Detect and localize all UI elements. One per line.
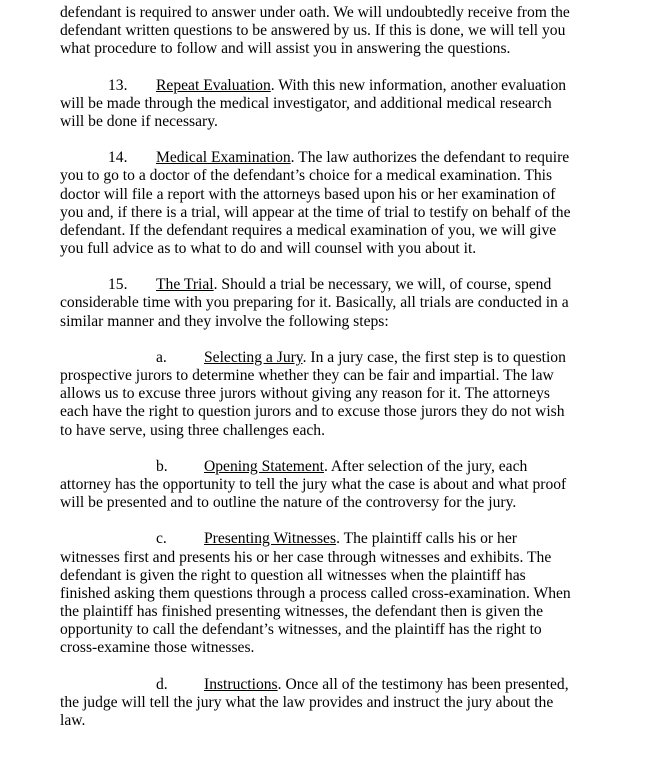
paragraph-line: the judge will tell the jury what the law provides and instruct the jury about the [60, 693, 554, 711]
paragraph-line: will be made through the medical investigator, and additional medical research [60, 94, 552, 112]
subsection-presenting-witnesses [60, 530, 620, 657]
subsection-text: . The plaintiff calls his or her [336, 530, 517, 548]
intro-paragraph [60, 4, 620, 59]
paragraph-line: attorney has the opportunity to tell the jury what the case is about and what proof [60, 475, 567, 493]
subsection-instructions [60, 676, 620, 731]
section-the-trial [60, 276, 620, 331]
paragraph-line: you and, if there is a trial, will appear at the time of trial to testify on behalf of the [60, 203, 571, 221]
paragraph-line: opportunity to call the defendant’s witnesses, and the plaintiff has the right to [60, 621, 542, 639]
paragraph-line: witnesses first and presents his or her case through witnesses and exhibits. The [60, 548, 552, 566]
section-heading: Repeat Evaluation [156, 76, 271, 94]
section-first-line [60, 276, 620, 294]
paragraph-line: doctor will file a report with the attorneys based upon his or her examination of [60, 185, 556, 203]
paragraph-line: similar manner and they involve the following steps: [60, 312, 389, 330]
section-number: 14. [108, 149, 128, 167]
subsection-heading: Opening Statement [204, 457, 324, 475]
section-text: . The law authorizes the defendant to require [290, 149, 570, 167]
section-number: 13. [108, 76, 128, 94]
section-text: . Should a trial be necessary, we will, of course, spend [213, 276, 552, 294]
subsection-opening-statement [60, 458, 620, 513]
paragraph-line: will be done if necessary. [60, 112, 218, 130]
subsection-first-line [60, 530, 620, 548]
subsection-letter: d. [156, 675, 168, 693]
section-medical-examination [60, 149, 620, 258]
paragraph-line: defendant is given the right to question all witnesses when the plaintiff has [60, 566, 526, 584]
paragraph-line: will be presented and to outline the nature of the controversy for the jury. [60, 494, 517, 512]
paragraph-line: defendant written questions to be answered by us. If this is done, we will tell you [60, 22, 566, 40]
paragraph-line: you full advice as to what to do and will counsel with you about it. [60, 240, 477, 258]
paragraph-line: what procedure to follow and will assist you in answering the questions. [60, 40, 511, 58]
paragraph-line: prospective jurors to determine whether they can be fair and impartial. The law [60, 367, 554, 384]
paragraph-line: you to go to a doctor of the defendant’s choice for a medical examination. This [60, 167, 553, 185]
subsection-first-line [60, 458, 620, 476]
subsection-first-line [60, 349, 620, 367]
subsection-heading: Presenting Witnesses [204, 530, 337, 548]
section-heading: Medical Examination [156, 149, 291, 167]
paragraph-line: finished asking them questions through a process called cross-examination. When [60, 584, 571, 602]
paragraph-line: law. [60, 712, 86, 729]
subsection-text: . Once all of the testimony has been presented, [277, 675, 569, 693]
subsection-text: . In a jury case, the first step is to question [302, 348, 566, 366]
subsection-selecting-a-jury [60, 349, 620, 440]
paragraph-line: defendant is required to answer under oath. We will undoubtedly receive from the [60, 4, 570, 21]
section-repeat-evaluation [60, 77, 620, 132]
paragraph-line: to have serve, using three challenges each. [60, 421, 325, 439]
paragraph-line: considerable time with you preparing for it. Basically, all trials are conducted in a [60, 294, 569, 312]
document-page [60, 4, 620, 748]
section-number: 15. [108, 276, 128, 294]
section-first-line [60, 149, 620, 167]
subsection-first-line [60, 676, 620, 694]
section-heading: The Trial [156, 276, 214, 294]
paragraph-line: allows us to excuse three jurors without giving any reason for it. The attorneys [60, 385, 550, 403]
section-text: . With this new information, another evaluation [270, 76, 567, 94]
subsection-heading: Selecting a Jury [204, 348, 303, 366]
paragraph-line: the plaintiff has finished presenting witnesses, the defendant then is given the [60, 603, 544, 621]
paragraph-line: cross-examine those witnesses. [60, 639, 255, 657]
subsection-heading: Instructions [204, 675, 278, 693]
subsection-text: . After selection of the jury, each [323, 457, 528, 475]
paragraph-line: defendant. If the defendant requires a medical examination of you, we will give [60, 221, 557, 239]
section-first-line [60, 77, 620, 95]
paragraph-line: each have the right to question jurors and to excuse those jurors they do not wish [60, 403, 565, 421]
subsection-letter: c. [156, 530, 167, 548]
subsection-letter: a. [156, 348, 167, 366]
subsection-letter: b. [156, 457, 168, 475]
